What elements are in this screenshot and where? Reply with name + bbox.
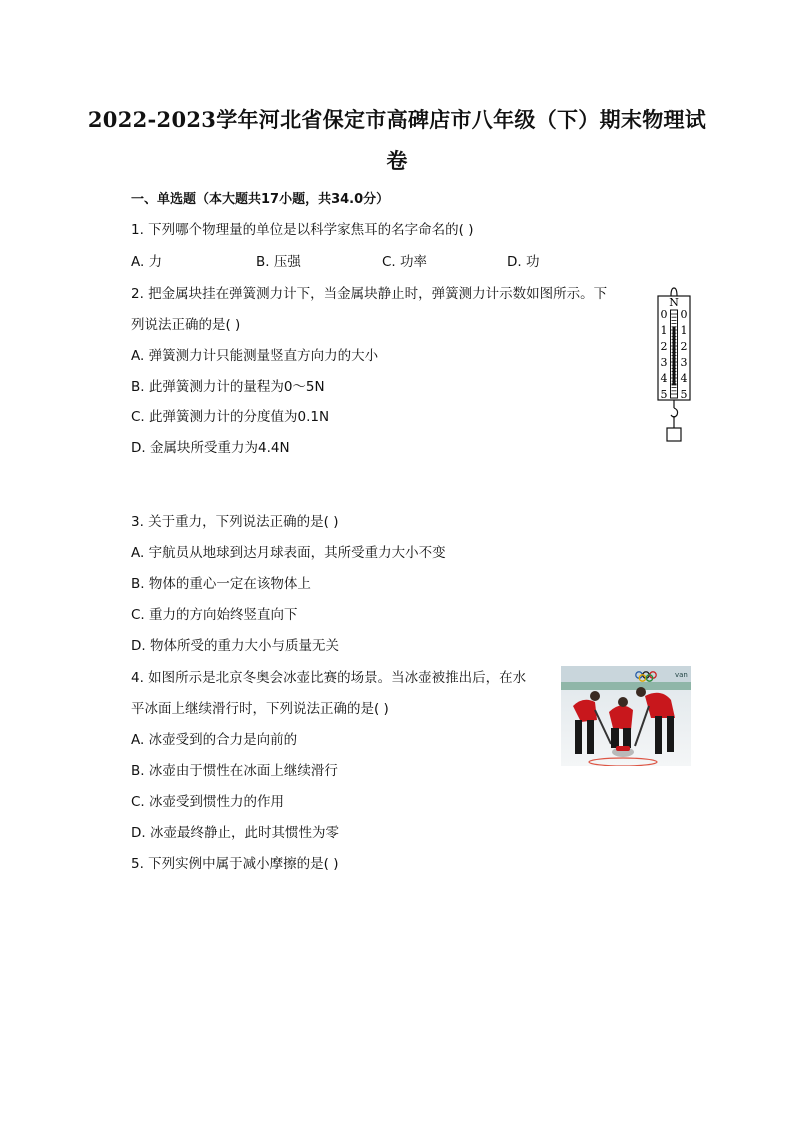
metal-block [667, 428, 681, 441]
question-2-option-a: A. 弹簧测力计只能测量竖直方向力的大小 [131, 348, 379, 364]
question-4-option-a: A. 冰壶受到的合力是向前的 [131, 732, 298, 748]
scale-left-tick-label: 5 [660, 388, 668, 401]
question-2-stem-line-1: 2. 把金属块挂在弹簧测力计下，当金属块静止时，弹簧测力计示数如图所示。下 [131, 286, 608, 302]
photo-banner-text: van [675, 671, 688, 679]
scale-left-tick-label: 3 [660, 356, 668, 369]
scale-left-tick-label: 0 [660, 308, 668, 321]
question-4-option-b: B. 冰壶由于惯性在冰面上继续滑行 [131, 763, 338, 779]
question-3-option-b: B. 物体的重心一定在该物体上 [131, 576, 311, 592]
scale-left-tick-label: 1 [660, 324, 668, 337]
question-3-option-d: D. 物体所受的重力大小与质量无关 [131, 638, 339, 654]
scale-left-tick-label: 2 [660, 340, 668, 353]
scale-pointer [672, 383, 677, 385]
curling-photo [561, 666, 691, 766]
question-2-option-b: B. 此弹簧测力计的量程为0～5N [131, 379, 325, 395]
scale-right-tick-label: 3 [680, 356, 688, 369]
scale-right-tick-label: 5 [680, 388, 688, 401]
question-3-stem: 3. 关于重力，下列说法正确的是( ) [131, 514, 339, 530]
question-4-option-d: D. 冰壶最终静止，此时其惯性为零 [131, 825, 339, 841]
scale-right-tick-label: 2 [680, 340, 688, 353]
page-title-line-2: 卷 [386, 148, 408, 173]
question-5-stem: 5. 下列实例中属于减小摩擦的是( ) [131, 856, 339, 872]
scale-right-tick-label: 4 [680, 372, 688, 385]
scale-unit-label: N [669, 296, 679, 309]
question-2-stem-line-2: 列说法正确的是( ) [131, 317, 241, 333]
question-1-option-b: B. 压强 [256, 254, 301, 270]
question-1-option-a: A. 力 [131, 254, 163, 270]
scale-spring [673, 327, 676, 385]
scale-left-tick-label: 4 [660, 372, 668, 385]
question-4-stem-line-1: 4. 如图所示是北京冬奥会冰壶比赛的场景。当冰壶被推出后，在水 [131, 670, 527, 686]
question-4-stem-line-2: 平冰面上继续滑行时，下列说法正确的是( ) [131, 701, 389, 717]
page-title-line-1: 2022-2023学年河北省保定市高碑店市八年级（下）期末物理试 [87, 107, 707, 132]
question-3-option-c: C. 重力的方向始终竖直向下 [131, 607, 298, 623]
scale-right-tick-label: 1 [680, 324, 688, 337]
question-1-stem: 1. 下列哪个物理量的单位是以科学家焦耳的名字命名的( ) [131, 222, 474, 238]
question-2-option-d: D. 金属块所受重力为4.4N [131, 440, 290, 456]
question-1-option-c: C. 功率 [382, 254, 428, 270]
question-2-option-c: C. 此弹簧测力计的分度值为0.1N [131, 409, 330, 425]
question-1-option-d: D. 功 [507, 254, 540, 270]
spring-scale-figure [656, 282, 692, 442]
question-4-option-c: C. 冰壶受到惯性力的作用 [131, 794, 285, 810]
question-3-option-a: A. 宇航员从地球到达月球表面，其所受重力大小不变 [131, 545, 446, 561]
section-heading: 一、单选题（本大题共17小题，共34.0分） [131, 192, 390, 207]
scale-right-tick-label: 0 [680, 308, 688, 321]
